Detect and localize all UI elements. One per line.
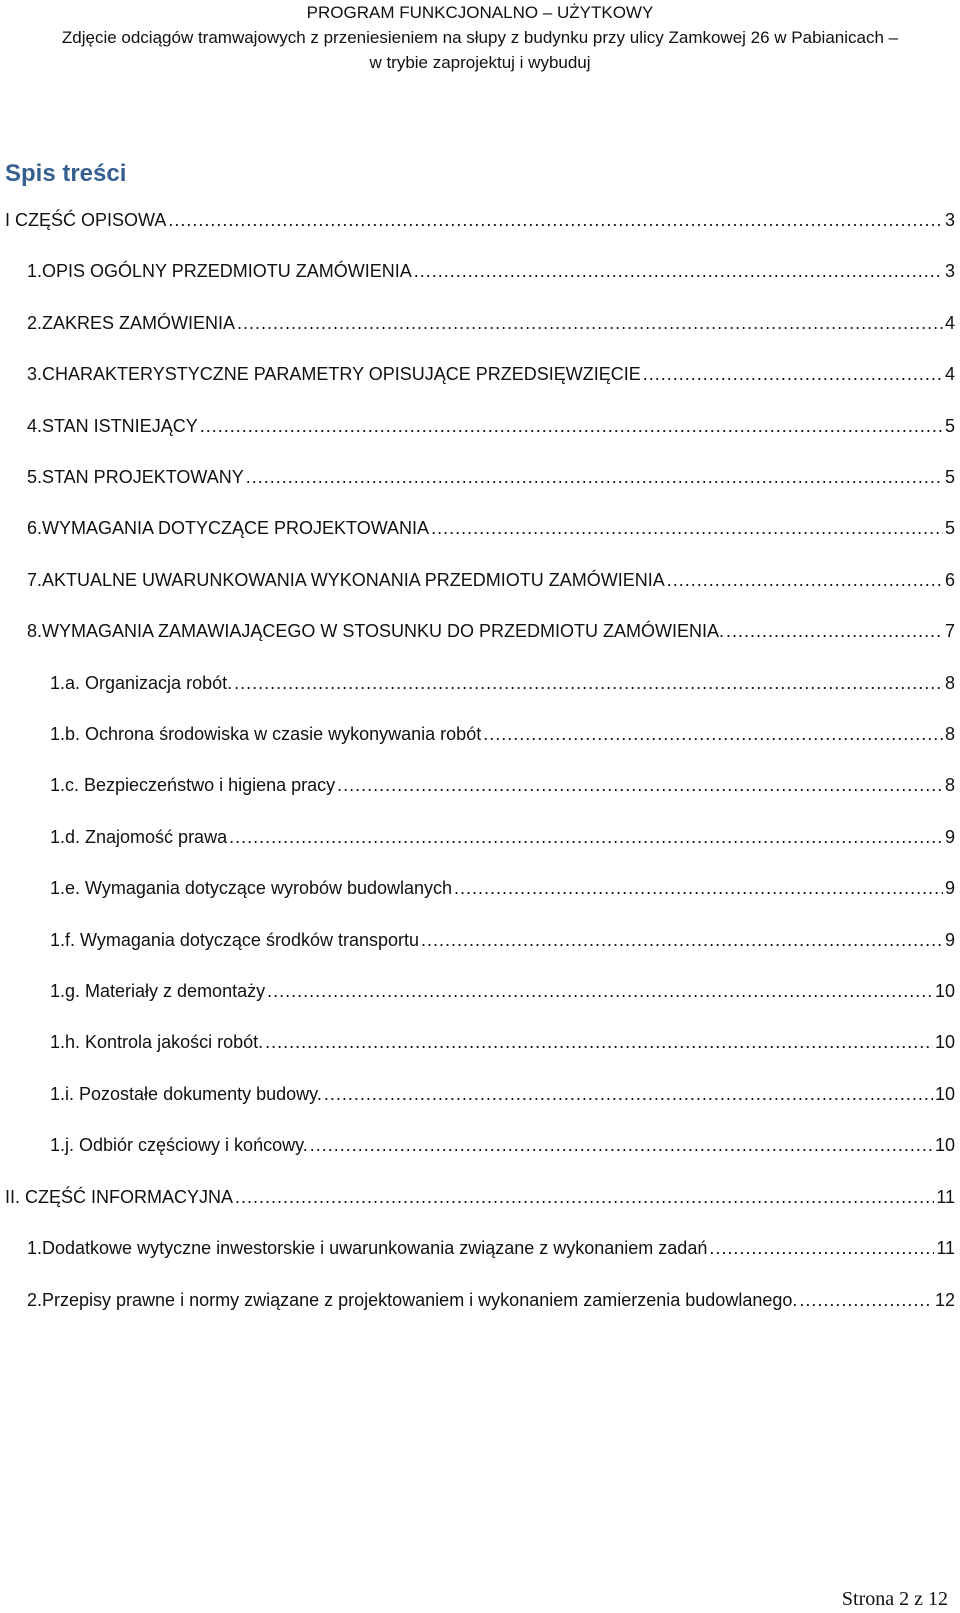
toc-entry-label: 1.Dodatkowe wytyczne inwestorskie i uwarunkowania związane z wykonaniem zadań (27, 1238, 708, 1258)
toc-entry-label: I CZĘŚĆ OPISOWA (5, 210, 167, 230)
toc-entry-label: 1.c. Bezpieczeństwo i higiena pracy (50, 775, 336, 795)
toc-entry-label: 7.AKTUALNE UWARUNKOWANIA WYKONANIA PRZEDMIOTU ZAMÓWIENIA (27, 570, 665, 590)
toc-entry-page: 10 (934, 1135, 955, 1155)
toc-entry-page: 11 (936, 1187, 955, 1207)
toc-entry-page: 5 (944, 416, 955, 436)
toc-entry-label: 6.WYMAGANIA DOTYCZĄCE PROJEKTOWANIA (27, 518, 430, 538)
toc-entry-label: 2.Przepisy prawne i normy związane z projektowaniem i wykonaniem zamierzenia budowlanego. (27, 1290, 798, 1310)
toc-leader-dots (421, 930, 943, 951)
toc-entry-label: 1.OPIS OGÓLNY PRZEDMIOTU ZAMÓWIENIA (27, 261, 412, 281)
toc-entry-label: 1.f. Wymagania dotyczące środków transportu (50, 930, 420, 950)
toc-entry-1b[interactable] (50, 724, 955, 750)
toc-entry-part-2[interactable] (5, 1187, 955, 1213)
toc-leader-dots (310, 1135, 933, 1156)
header-line-2: Zdjęcie odciągów tramwajowych z przeniesieniem na słupy z budynku przy ulicy Zamkowej 26 w Pabianicach – (61, 28, 899, 47)
toc-entry-page: 3 (944, 210, 955, 230)
toc-leader-dots (168, 210, 943, 231)
toc-entry-label: 1.a. Organizacja robót. (50, 673, 233, 693)
toc-leader-dots (667, 570, 943, 591)
toc-entry-label: 1.d. Znajomość prawa (50, 827, 228, 847)
toc-leader-dots (200, 416, 943, 437)
toc-entry-page: 4 (944, 313, 955, 333)
toc-entry-2[interactable] (27, 313, 955, 339)
toc-entry-4[interactable] (27, 416, 955, 442)
toc-entry-1e[interactable] (50, 878, 955, 904)
toc-leader-dots (431, 518, 943, 539)
toc-leader-dots (709, 1238, 934, 1259)
toc-entry-1j[interactable] (50, 1135, 955, 1161)
toc-entry-1f[interactable] (50, 930, 955, 956)
toc-entry-label: 1.i. Pozostałe dokumenty budowy. (50, 1084, 322, 1104)
toc-leader-dots (234, 673, 943, 694)
toc-entry-page: 6 (944, 570, 955, 590)
toc-entry-1d[interactable] (50, 827, 955, 853)
toc-leader-dots (237, 313, 943, 334)
toc-entry-label: 1.j. Odbiór częściowy i końcowy. (50, 1135, 308, 1155)
toc-entry-page: 9 (944, 878, 955, 898)
toc-entry-label: 2.ZAKRES ZAMÓWIENIA (27, 313, 236, 333)
toc-entry-label: 1.e. Wymagania dotyczące wyrobów budowlanych (50, 878, 453, 898)
toc-entry-page: 10 (934, 1084, 955, 1104)
toc-entry-1c[interactable] (50, 775, 955, 801)
toc-leader-dots (454, 878, 943, 899)
header-line-3: w trybie zaprojektuj i wybuduj (369, 53, 591, 72)
toc-entry-page: 5 (944, 518, 955, 538)
toc-entry-3[interactable] (27, 364, 955, 390)
toc-entry-5[interactable] (27, 467, 955, 493)
toc-entry-label: 4.STAN ISTNIEJĄCY (27, 416, 198, 436)
toc-leader-dots (229, 827, 943, 848)
toc-entry-label: 8.WYMAGANIA ZAMAWIAJĄCEGO W STOSUNKU DO PRZEDMIOTU ZAMÓWIENIA. (27, 621, 725, 641)
toc-leader-dots (246, 467, 943, 488)
page-number-footer: Strona 2 z 12 (841, 1588, 948, 1610)
toc-entry-label: 5.STAN PROJEKTOWANY (27, 467, 244, 487)
toc-entry-page: 3 (944, 261, 955, 281)
toc-entry-1h[interactable] (50, 1032, 955, 1058)
toc-entry-page: 5 (944, 467, 955, 487)
toc-entry-page: 10 (934, 981, 955, 1001)
toc-entry-1[interactable] (27, 261, 955, 287)
toc-entry-page: 9 (944, 827, 955, 847)
toc-title: Spis treści (5, 160, 127, 187)
toc-entry-page: 8 (944, 775, 955, 795)
toc-entry-label: 1.b. Ochrona środowiska w czasie wykonywania robót (50, 724, 482, 744)
toc-entry-page: 8 (944, 724, 955, 744)
toc-entry-ii-1[interactable] (27, 1238, 955, 1264)
toc-leader-dots (324, 1084, 933, 1105)
toc-entry-part-1[interactable] (5, 210, 955, 236)
toc-leader-dots (643, 364, 943, 385)
toc-leader-dots (726, 621, 943, 642)
toc-entry-6[interactable] (27, 518, 955, 544)
toc-leader-dots (337, 775, 943, 796)
toc-entry-label: 1.g. Materiały z demontaży (50, 981, 266, 1001)
toc-entry-page: 9 (944, 930, 955, 950)
toc-entry-page: 10 (934, 1032, 955, 1052)
toc-entry-8[interactable] (27, 621, 955, 647)
toc-entry-label: 1.h. Kontrola jakości robót. (50, 1032, 264, 1052)
toc-leader-dots (265, 1032, 933, 1053)
toc-entry-1a[interactable] (50, 673, 955, 699)
header-line-1: PROGRAM FUNKCJONALNO – UŻYTKOWY (306, 3, 654, 22)
toc-leader-dots (267, 981, 933, 1002)
toc-entry-page: 8 (944, 673, 955, 693)
toc-entry-ii-2[interactable] (27, 1290, 955, 1316)
toc-entry-label: II. CZĘŚĆ INFORMACYJNA (5, 1187, 234, 1207)
toc-entry-1i[interactable] (50, 1084, 955, 1110)
toc-entry-7[interactable] (27, 570, 955, 596)
toc-entry-page: 11 (936, 1238, 955, 1258)
toc-leader-dots (414, 261, 943, 282)
toc-entry-page: 4 (944, 364, 955, 384)
toc-entry-page: 12 (934, 1290, 955, 1310)
toc-leader-dots (799, 1290, 933, 1311)
toc-entry-label: 3.CHARAKTERYSTYCZNE PARAMETRY OPISUJĄCE PRZEDSIĘWZIĘCIE (27, 364, 641, 384)
toc-leader-dots (483, 724, 943, 745)
toc-entry-1g[interactable] (50, 981, 955, 1007)
toc-leader-dots (235, 1187, 934, 1208)
toc-entry-page: 7 (944, 621, 955, 641)
